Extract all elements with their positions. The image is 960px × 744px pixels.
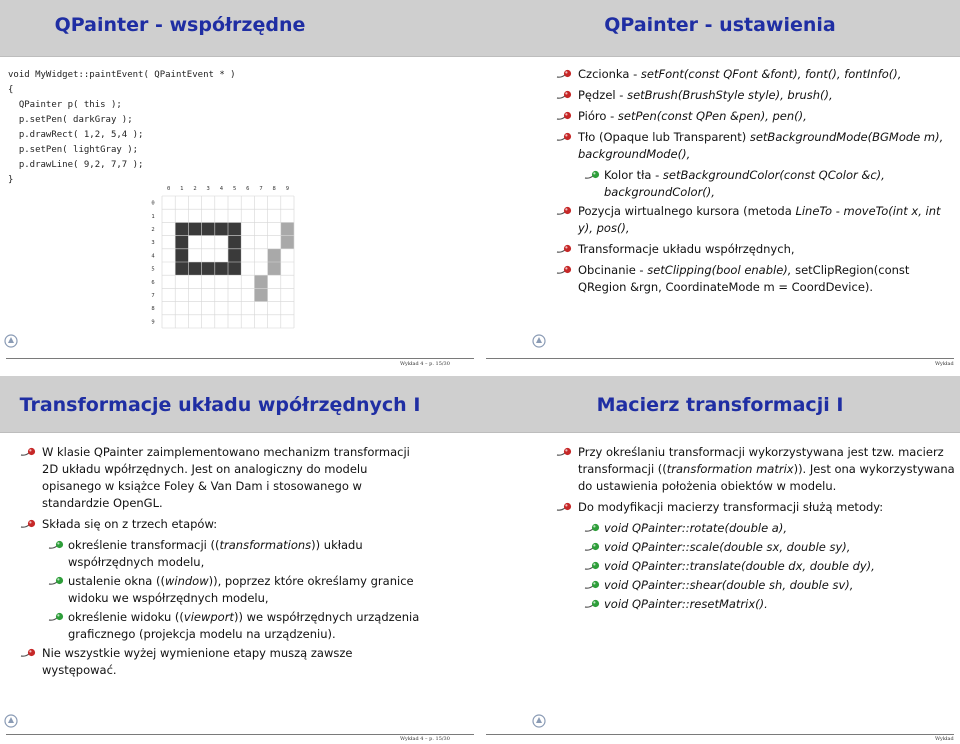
bullet-icon [556, 206, 572, 216]
list-item: Transformacje układu współrzędnych, [556, 241, 958, 258]
list-item: Tło (Opaque lub Transparent) setBackgroundMode(BGMode m), backgroundMode(), [556, 129, 958, 163]
university-logo-icon [532, 714, 546, 728]
pixel-cell [175, 249, 188, 262]
footer-page-label: Wykład 4 – p. 15/30 [400, 361, 450, 367]
slide-transformation-matrix [480, 372, 960, 744]
list-item: Nie wszystkie wyżej wymienione etapy muszą zawsze występować. [20, 645, 420, 679]
pixel-cell [254, 288, 267, 301]
bullet-icon [584, 561, 600, 571]
bullet-icon [20, 519, 36, 529]
pixel-cell [228, 236, 241, 249]
pixel-cell [188, 262, 201, 275]
bullet-icon [20, 447, 36, 457]
bullet-icon [584, 542, 600, 552]
pixel-cell [175, 262, 188, 275]
list-item: Przy określaniu transformacji wykorzystywana jest tzw. macierz transformacji ((transformation matrix)). Jest ona wykorzystywana do ustawienia położenia obiektów w modelu. [556, 444, 958, 495]
grid-row-label: 4 [151, 253, 155, 260]
bullet-icon [584, 523, 600, 533]
footer-page-label: Wykład 4 – p. 15/30 [400, 736, 450, 742]
pixel-cell [202, 262, 215, 275]
grid-row-label: 1 [151, 213, 155, 220]
grid-col-label: 5 [232, 186, 237, 192]
sub-list-item: Kolor tła - setBackgroundColor(const QColor &c), backgroundColor(), [556, 167, 958, 201]
grid-col-label: 3 [206, 186, 210, 192]
footer-page-label: Wykład [935, 736, 954, 742]
grid-col-label: 9 [285, 186, 290, 192]
bullet-icon [584, 170, 600, 180]
grid-row-label: 9 [151, 319, 155, 326]
pixel-cell [215, 262, 228, 275]
pixel-cell [175, 236, 188, 249]
slide-title: QPainter - ustawienia [604, 14, 836, 36]
bullet-icon [48, 612, 64, 622]
sub-list-item: ustalenie okna ((window)), poprzez które określamy granice widoku we współrzędnych modelu, [20, 573, 420, 607]
bullet-icon [556, 111, 572, 121]
bullet-icon [48, 576, 64, 586]
list-item: Składa się on z trzech etapów: [20, 516, 420, 533]
grid-row-label: 6 [151, 279, 155, 286]
list-item: Obcinanie - setClipping(bool enable), setClipRegion(const QRegion &rgn, CoordinateMode m = CoordDevice). [556, 262, 958, 296]
list-item: Pióro - setPen(const QPen &pen), pen(), [556, 108, 958, 125]
grid-col-label: 1 [180, 186, 184, 192]
university-logo-icon [4, 714, 18, 728]
grid-row-label: 2 [151, 227, 155, 233]
list-item: Do modyfikacji macierzy transformacji służą metody: [556, 499, 958, 516]
pixel-cell [188, 222, 201, 235]
bullet-icon [48, 540, 64, 550]
bullet-icon [556, 502, 572, 512]
sub-list-item: void QPainter::resetMatrix(). [556, 596, 958, 613]
pixel-grid-figure [148, 182, 288, 328]
bullet-icon [20, 648, 36, 658]
sub-list-item: void QPainter::shear(double sh, double sv), [556, 577, 958, 594]
pixel-cell [215, 222, 228, 235]
pixel-cell [202, 222, 215, 235]
list-item: Pozycja wirtualnego kursora (metoda LineTo - moveTo(int x, int y), pos(), [556, 203, 958, 237]
bullet-icon [556, 132, 572, 142]
grid-col-label: 6 [246, 186, 250, 192]
pixel-cell [228, 262, 241, 275]
pixel-cell [228, 249, 241, 262]
pixel-cell [175, 222, 188, 235]
matrix-list [556, 444, 958, 615]
slide-title: Macierz transformacji I [596, 394, 844, 416]
footer-rule [6, 734, 474, 735]
sub-list-item: void QPainter::rotate(double a), [556, 520, 958, 537]
bullet-icon [556, 447, 572, 457]
bullet-icon [584, 599, 600, 609]
bullet-icon [556, 69, 572, 79]
bullet-icon [556, 244, 572, 254]
bullet-icon [556, 90, 572, 100]
university-logo-icon [532, 334, 546, 348]
settings-list [556, 66, 958, 300]
grid-col-label: 7 [259, 186, 263, 192]
list-item: Czcionka - setFont(const QFont &font), font(), fontInfo(), [556, 66, 958, 83]
list-item: W klasie QPainter zaimplementowano mechanizm transformacji 2D układu wpółrzędnych. Jest on analogiczny do modelu opisanego w książce Foley & Van Dam i stosowanego w standardzie OpenGL. [20, 444, 420, 512]
slide-qpainter-settings [480, 0, 960, 372]
pixel-cell [281, 222, 294, 235]
pixel-cell [268, 249, 281, 262]
sub-list-item: void QPainter::scale(double sx, double sy), [556, 539, 958, 556]
pixel-cell [228, 222, 241, 235]
slide-transformations [0, 372, 480, 744]
pixel-cell [254, 275, 267, 288]
grid-col-label: 4 [219, 186, 224, 192]
grid-row-label: 3 [151, 240, 155, 247]
grid-col-label: 8 [272, 186, 276, 192]
grid-col-label: 0 [166, 186, 171, 192]
footer-rule [486, 734, 954, 735]
pixel-cell [281, 236, 294, 249]
bullet-icon [584, 580, 600, 590]
grid-row-label: 7 [151, 293, 155, 299]
sub-list-item: void QPainter::translate(double dx, double dy), [556, 558, 958, 575]
footer-rule [486, 358, 954, 359]
slide-title: Transformacje układu wpółrzędnych I [19, 394, 421, 416]
sub-list-item: określenie widoku ((viewport)) we współrzędnych urządzenia graficznego (projekcja modelu na urządzeniu). [20, 609, 420, 643]
pixel-cell [268, 262, 281, 275]
slide-title: QPainter - współrzędne [54, 14, 306, 36]
grid-row-label: 0 [151, 200, 155, 207]
bullet-icon [556, 265, 572, 275]
university-logo-icon [4, 334, 18, 348]
grid-row-label: 8 [151, 306, 155, 313]
list-item: Pędzel - setBrush(BrushStyle style), brush(), [556, 87, 958, 104]
grid-col-label: 2 [193, 186, 197, 192]
transformations-list [20, 444, 420, 683]
footer-rule [6, 358, 474, 359]
sub-list-item: określenie transformacji ((transformations)) układu współrzędnych modelu, [20, 537, 420, 571]
slide-qpainter-coordinates [0, 0, 480, 372]
grid-row-label: 5 [151, 266, 155, 273]
code-listing: void MyWidget::paintEvent( QPaintEvent * ) { QPainter p( this ); p.setPen( darkGray ); p.drawRect( 1,2, 5,4 ); p.setPen( lightGray ); p.drawLine( 9,2, 7,7 ); } [8, 70, 236, 185]
footer-page-label: Wykład [935, 361, 954, 367]
